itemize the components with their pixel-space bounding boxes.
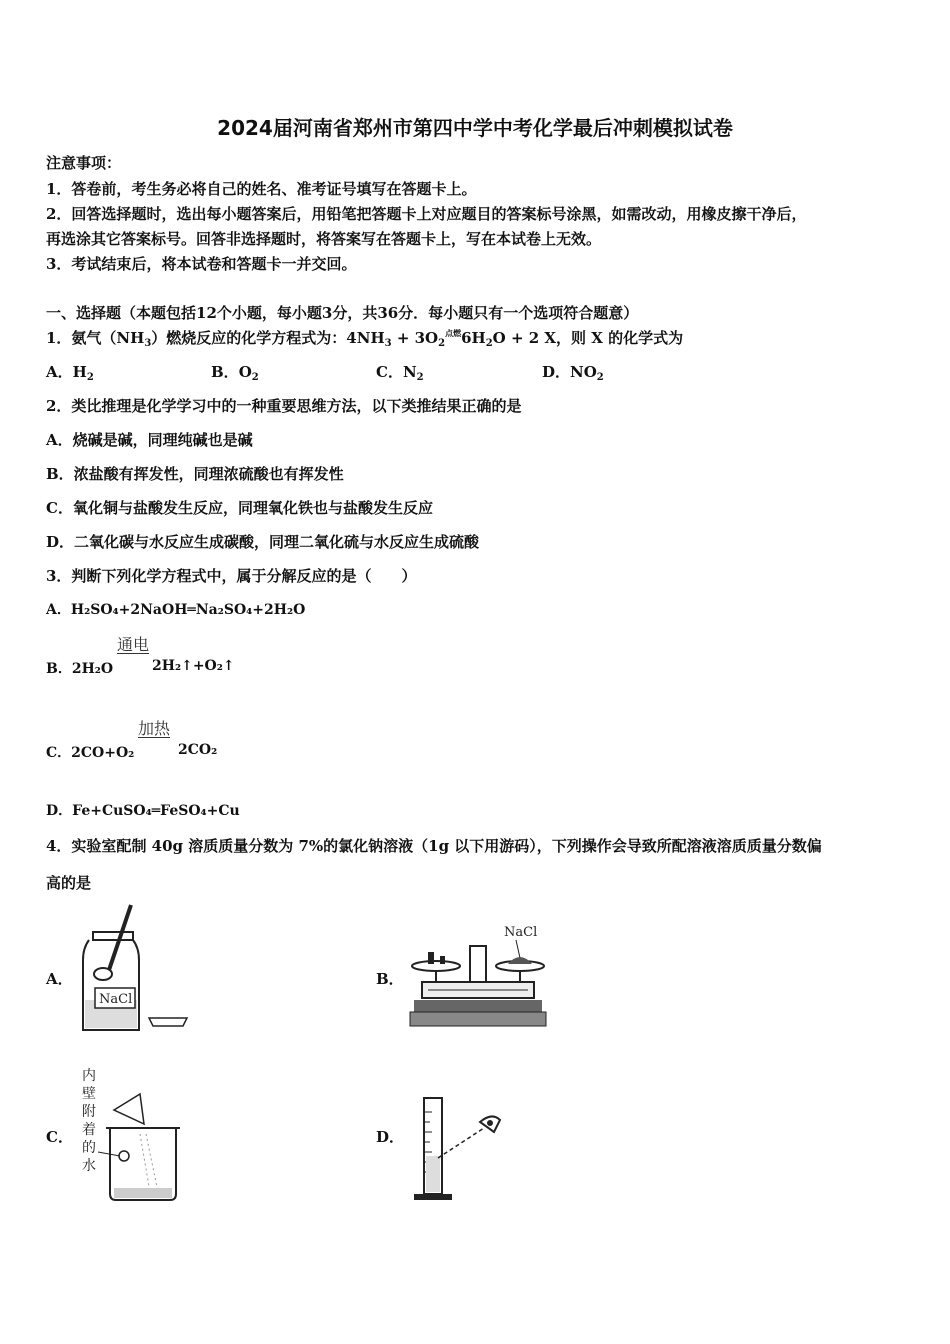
- q4-stem-line1: 4．实验室配制 40g 溶质质量分数为 7%的氯化钠溶液（1g 以下用游码），下列操作会导致所配溶液溶质质量分数偏: [46, 837, 822, 855]
- q3-option-b-product: 2H₂↑+O₂↑: [152, 658, 235, 674]
- svg-text:附: 附: [82, 1104, 96, 1120]
- reagent-bottle-figure: [75, 900, 195, 1035]
- q3-option-c-reactant[interactable]: C．2CO+O₂: [46, 745, 135, 761]
- svg-text:壁: 壁: [82, 1086, 96, 1102]
- beaker-funnel-figure: [80, 1064, 190, 1204]
- q1-option-d[interactable]: D．$NO_2$: [542, 363, 604, 383]
- q2-option-b[interactable]: B．浓盐酸有挥发性，同理浓硫酸也有挥发性: [46, 465, 344, 483]
- q2-stem: 2．类比推理是化学学习中的一种重要思维方法，以下类推结果正确的是: [46, 397, 522, 415]
- q2-option-a[interactable]: A．烧碱是碱，同理纯碱也是碱: [46, 431, 253, 449]
- svg-text:水: 水: [82, 1158, 96, 1174]
- notice-item-1: 1．答卷前，考生务必将自己的姓名、准考证号填写在答题卡上。: [46, 180, 477, 198]
- notice-heading: 注意事项：: [46, 154, 122, 172]
- page-title: 2024届河南省郑州市第四中学中考化学最后冲刺模拟试卷: [217, 116, 733, 140]
- q3-c-condition: 加热: [138, 719, 171, 738]
- q1-option-c[interactable]: C．$N_2$: [376, 363, 424, 383]
- q3-option-c-product: 2CO₂: [178, 742, 218, 758]
- notice-item-2-cont: 再选涂其它答案标号。回答非选择题时，将答案写在答题卡上，写在本试卷上无效。: [46, 230, 602, 248]
- graduated-cylinder-figure: [410, 1092, 510, 1204]
- q1-option-b[interactable]: B．$O_2$: [211, 363, 259, 383]
- q3-option-a[interactable]: A．H₂SO₄+2NaOH═Na₂SO₄+2H₂O: [46, 602, 306, 618]
- q3-stem: 3．判断下列化学方程式中，属于分解反应的是（ ）: [46, 567, 417, 585]
- q4-option-c-label[interactable]: C．: [46, 1128, 73, 1146]
- figure-a-nacl-label: NaCl: [99, 992, 133, 1007]
- svg-text:内: 内: [82, 1068, 96, 1084]
- q3-option-d[interactable]: D．Fe+CuSO₄═FeSO₄+Cu: [46, 803, 240, 819]
- q2-option-d[interactable]: D．二氧化碳与水反应生成碳酸，同理二氧化硫与水反应生成硫酸: [46, 533, 480, 551]
- q1-stem: 1．氨气$(NH_3)$燃烧反应的化学方程式为：$4NH_3 + 3O_2^{点燃}6H_2O + 2$ X，则 X 的化学式为: [46, 328, 684, 349]
- q4-stem-line2: 高的是: [46, 874, 92, 892]
- q1-option-a[interactable]: A．$H_2$: [46, 363, 94, 383]
- q4-option-d-label[interactable]: D．: [376, 1128, 405, 1146]
- q4-option-a-label[interactable]: A．: [46, 970, 73, 988]
- balance-figure: [408, 920, 548, 1032]
- q4-option-b-label[interactable]: B．: [376, 970, 404, 988]
- svg-text:着: 着: [82, 1122, 96, 1138]
- section-heading: 一、选择题（本题包括12个小题，每小题3分，共36分．每小题只有一个选项符合题意）: [46, 304, 639, 322]
- notice-item-3: 3．考试结束后，将本试卷和答题卡一并交回。: [46, 255, 357, 273]
- notice-item-2: 2．回答选择题时，选出每小题答案后，用铅笔把答题卡上对应题目的答案标号涂黑，如需改动，用橡皮擦干净后，: [46, 205, 807, 223]
- q3-b-condition: 通电: [117, 635, 150, 654]
- q2-option-c[interactable]: C．氧化铜与盐酸发生反应，同理氧化铁也与盐酸发生反应: [46, 499, 433, 517]
- q1-condition: 点燃: [445, 328, 462, 338]
- svg-text:的: 的: [82, 1140, 96, 1156]
- figure-b-nacl-label: NaCl: [504, 925, 538, 940]
- q3-option-b-reactant[interactable]: B．2H₂O: [46, 661, 114, 677]
